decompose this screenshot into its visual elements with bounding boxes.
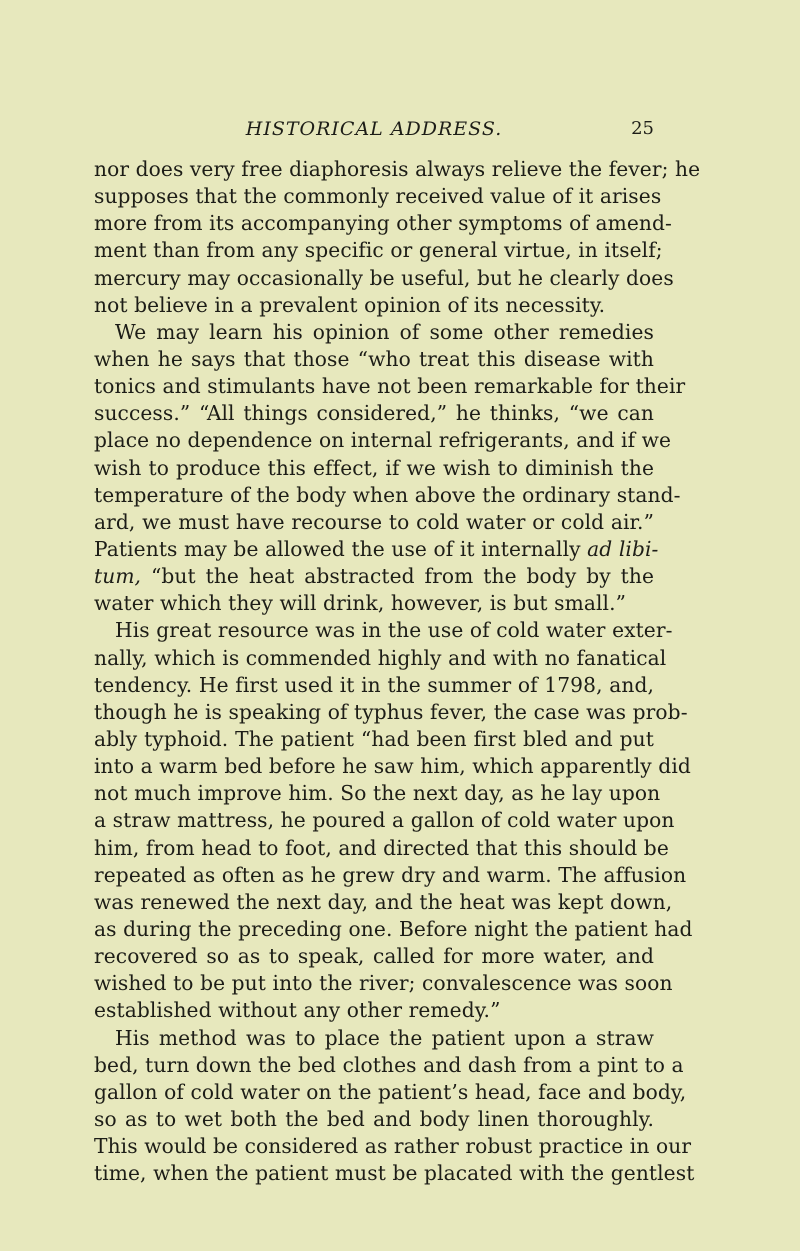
line-text: nally, which is commended highly and with no fanatical: [94, 645, 667, 670]
body-text: [94, 156, 701, 1187]
text-line: [94, 672, 654, 699]
text-line: [94, 807, 675, 834]
text-line: [94, 617, 673, 644]
line-text: wished to be put into the river; convalescence was soon: [94, 971, 673, 996]
line-text: water which they will drink, however, is but small.”: [94, 591, 627, 616]
text-line: [94, 482, 681, 509]
text-line: [94, 265, 674, 292]
line-text: supposes that the commonly received value of it arises: [94, 184, 662, 209]
text-line: [94, 1160, 695, 1187]
line-text: mercury may occasionally be useful, but he clearly does: [94, 265, 674, 290]
line-text: ably typhoid. The patient “had been first bled and put: [94, 726, 654, 751]
line-text: not much improve him. So the next day, as he lay upon: [94, 781, 661, 806]
text-line: [94, 780, 661, 807]
line-text: ment than from any specific or general virtue, in itself;: [94, 238, 663, 263]
text-line: [94, 645, 667, 672]
text-line: [94, 1025, 654, 1052]
text-line: [94, 183, 662, 210]
line-text: established without any other remedy.”: [94, 998, 501, 1023]
line-text: tendency. He first used it in the summer of 1798, and,: [94, 672, 654, 697]
text-line: [94, 427, 672, 454]
text-line: [94, 889, 673, 916]
line-text: bed, turn down the bed clothes and dash from a pint to a: [94, 1052, 684, 1077]
text-line: [94, 455, 654, 482]
line-text: place no dependence on internal refrigerants, and if we: [94, 428, 672, 453]
line-text: nor does very free diaphoresis always relieve the fever; he: [94, 157, 701, 181]
text-line: [94, 156, 701, 183]
text-line: [94, 1133, 692, 1160]
line-text: wish to produce this effect, if we wish to diminish the: [94, 455, 654, 480]
line-text: temperature of the body when above the ordinary stand-: [94, 482, 681, 507]
line-text: when he says that those “who treat this disease with: [94, 346, 654, 371]
line-text: as during the preceding one. Before night the patient had: [94, 916, 693, 941]
line-text: was renewed the next day, and the heat was kept down,: [94, 889, 673, 914]
text-line: [94, 210, 672, 237]
text-line: [94, 1052, 684, 1079]
page-header: [94, 118, 654, 146]
text-line: [94, 509, 654, 536]
line-text: recovered so as to speak, called for more water, and: [94, 944, 654, 969]
line-text: gallon of cold water on the patient’s head, face and body,: [94, 1079, 687, 1104]
line-text: though he is speaking of typhus fever, the case was prob-: [94, 699, 688, 724]
line-text: tonics and stimulants have not been remarkable for their: [94, 374, 686, 399]
line-text: time, when the patient must be placated with the gentlest: [94, 1161, 695, 1186]
text-line: [94, 237, 663, 264]
text-line: [94, 753, 691, 780]
text-line: [94, 536, 659, 563]
text-line: [94, 373, 686, 400]
text-line: [94, 292, 654, 319]
line-text: so as to wet both the bed and body linen thoroughly.: [94, 1106, 654, 1131]
text-line: [94, 319, 654, 346]
text-line: [94, 1106, 654, 1133]
line-text: His method was to place the patient upon a straw: [115, 1025, 654, 1050]
line-text: success.” “All things considered,” he thinks, “we can: [94, 401, 654, 426]
text-line: [94, 346, 654, 373]
line-text: His great resource was in the use of cold water exter-: [115, 618, 673, 643]
text-line: [94, 862, 687, 889]
italic-phrase: tum,: [94, 564, 142, 589]
line-text: This would be considered as rather robust practice in our: [94, 1134, 692, 1159]
text-line: [94, 726, 654, 753]
text-line: [94, 997, 654, 1024]
line-text: a straw mattress, he poured a gallon of cold water upon: [94, 808, 675, 833]
text-line: [94, 563, 654, 590]
running-title: HISTORICAL ADDRESS.: [245, 118, 503, 140]
line-text: more from its accompanying other symptoms of amend-: [94, 211, 672, 236]
line-text: We may learn his opinion of some other remedies: [115, 319, 654, 344]
text-line: [94, 970, 673, 997]
line-text: repeated as often as he grew dry and warm. The affusion: [94, 862, 687, 887]
line-text: into a warm bed before he saw him, which apparently did: [94, 754, 691, 779]
text-line: [94, 916, 693, 943]
text-line: [94, 835, 669, 862]
text-line: [94, 943, 654, 970]
text-line: [94, 400, 654, 427]
italic-phrase: ad libi-: [587, 536, 659, 561]
line-text: ard, we must have recourse to cold water or cold air.”: [94, 509, 654, 534]
text-line: [94, 590, 654, 617]
line-text: not believe in a prevalent opinion of its necessity.: [94, 292, 606, 317]
text-line: [94, 699, 688, 726]
line-text: Patients may be allowed the use of it internally: [94, 536, 588, 561]
text-line: [94, 1079, 687, 1106]
line-text: “but the heat abstracted from the body by the: [141, 564, 654, 589]
line-text: him, from head to foot, and directed that this should be: [94, 835, 669, 860]
page-number: 25: [631, 118, 654, 139]
